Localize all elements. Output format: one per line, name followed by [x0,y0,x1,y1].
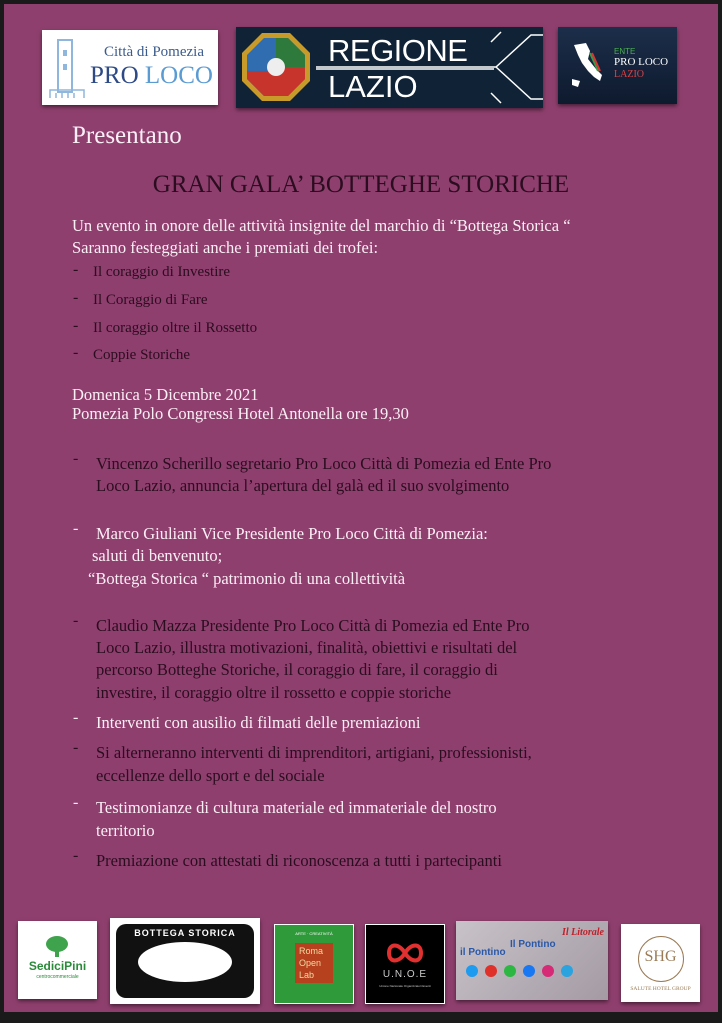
pontino-b: Il Pontino [510,939,556,950]
logo-line1: Città di Pomezia [104,44,204,60]
social-icons [466,965,573,977]
trophy-item: Il coraggio oltre il Rossetto [93,320,258,336]
rol-l1: Roma [299,946,324,956]
bullet-dash: - [73,847,79,864]
tree-icon [44,935,70,957]
program-line: Si alterneranno interventi di imprenditori, artigiani, professionisti, [96,743,532,762]
lazio-text: LAZIO [328,69,418,104]
decorative-lines [316,27,543,108]
bullet-dash: - [73,612,79,629]
rol-l2: Open [299,958,322,968]
il-pontino-logo [456,921,608,1000]
program-line: Loco Lazio, illustra motivazioni, finalità, obiettivi e risultati del [96,638,518,657]
program-line: Vincenzo Scherillo segretario Pro Loco Città di Pomezia ed Ente Pro [96,454,552,473]
logo-loco: LOCO [144,62,213,89]
program-line: saluti di benvenuto; [92,546,223,565]
trophy-item: Il Coraggio di Fare [93,292,208,308]
ente-pro-loco-lazio-logo [558,27,677,104]
trophy-item: Coppie Storiche [93,347,191,363]
program-line: investire, il coraggio oltre il rossetto e coppie storiche [96,683,452,702]
lazio-crest-icon [240,31,312,103]
lazio-text: LAZIO [614,69,644,80]
unoe-name: U.N.O.E [382,969,428,980]
program-line: Claudio Mazza Presidente Pro Loco Città di Pomezia ed Ente Pro [96,616,530,635]
twitter-icon [466,965,478,977]
bullet-dash: - [73,794,79,811]
pro-loco-pomezia-logo [42,30,218,105]
unoe-logo [365,924,445,1004]
italy-map-icon [568,41,608,91]
whatsapp-icon [504,965,516,977]
litorale: Il Litorale [562,927,604,938]
roma-open-lab-logo [274,924,354,1004]
trophy-item: Il coraggio di Investire [93,264,231,280]
regione-lazio-logo [236,27,543,108]
sedicipini-logo [18,921,97,999]
ente-text: ENTE [614,47,636,56]
logo-line2 [90,62,213,90]
bullet-dash: - [73,317,79,334]
sedicipini-sub: centrocommerciale [36,974,79,980]
regione-text: REGIONE [328,33,468,68]
shg-mark: SHG [644,948,677,965]
bullet-dash: - [73,289,79,306]
shg-name: SALUTE HOTEL GROUP [630,986,691,992]
program-line: Premiazione con attestati di riconoscenza a tutti i partecipanti [96,851,502,870]
bullet-dash: - [73,450,79,467]
rol-box [295,943,333,983]
rol-top: ARTE · CREATIVITÀ [295,931,333,936]
telegram-icon [561,965,573,977]
bullet-dash: - [73,344,79,361]
poster [4,4,718,1012]
bullet-dash: - [73,520,79,537]
program-line: Marco Giuliani Vice Presidente Pro Loco Città di Pomezia: [96,524,488,543]
program-line: Interventi con ausilio di filmati delle premiazioni [96,713,421,732]
intro-line: Saranno festeggiati anche i premiati dei trofei: [72,238,379,257]
facebook-icon [523,965,535,977]
presentano-heading: Presentano [72,122,182,149]
rol-l3: Lab [299,970,315,980]
program-line: percorso Botteghe Storiche, il coraggio di fare, il coraggio di [96,660,498,679]
infinity-icon [385,941,425,965]
event-venue: Pomezia Polo Congressi Hotel Antonella ore 19,30 [72,404,409,423]
program-line: territorio [96,821,155,840]
pontino-a: il Pontino [460,947,506,958]
bullet-dash: - [73,261,79,278]
salute-hotel-group-logo [621,924,700,1002]
bullet-dash: - [73,739,79,756]
bottega-oval [138,942,232,982]
bottega-storica-logo [110,918,260,1004]
bullet-dash: - [73,709,79,726]
logo-pro: PRO [90,62,139,89]
tower-icon [48,36,86,100]
instagram-icon [542,965,554,977]
bottega-title: BOTTEGA STORICA [134,928,236,938]
program-line: “Bottega Storica “ patrimonio di una collettività [88,569,406,588]
sedicipini-name: SediciPini [28,959,87,973]
intro-line: Un evento in onore delle attività insignite del marchio di “Bottega Storica “ [72,216,571,235]
event-date: Domenica 5 Dicembre 2021 [72,385,259,404]
page-title: GRAN GALA’ BOTTEGHE STORICHE [152,171,570,198]
program-line: eccellenze dello sport e del sociale [96,766,325,785]
unoe-sub: Unione Nazionale Organizzatori Eventi [379,984,431,988]
program-line: Testimonianze di cultura materiale ed immateriale del nostro [96,798,497,817]
pinterest-icon [485,965,497,977]
pro-loco-text: PRO LOCO [614,56,669,68]
program-line: Loco Lazio, annuncia l’apertura del galà ed il suo svolgimento [96,476,510,495]
